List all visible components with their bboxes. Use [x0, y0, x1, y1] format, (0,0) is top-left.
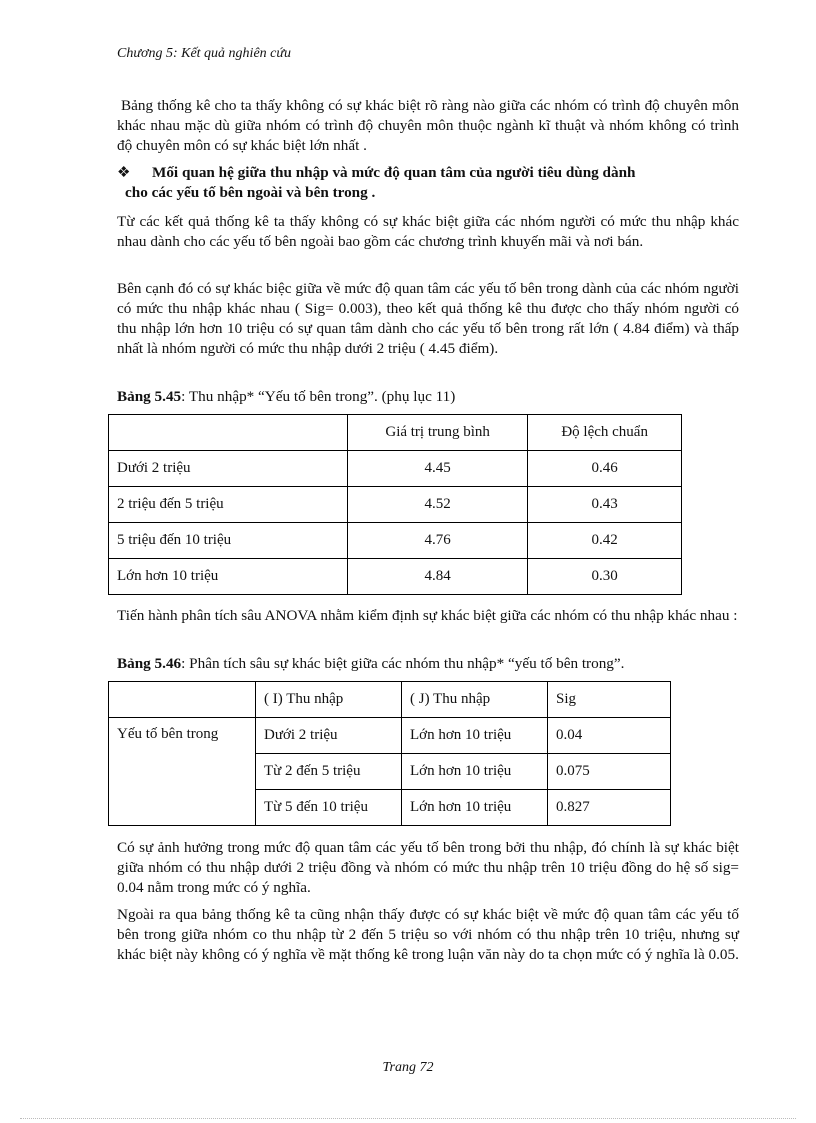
table-cell: Lớn hơn 10 triệu: [109, 559, 348, 595]
table-cell: 4.45: [348, 451, 528, 487]
chapter-header: Chương 5: Kết quả nghiên cứu: [117, 46, 292, 61]
paragraph-3: Bên cạnh đó có sự khác biệc giữa về mức độ quan tâm các yếu tố bên trong dành của các nhóm người có mức thu nhập khác nhau ( Sig= 0.003), theo kết quả thống kê thu được cho thấy nhóm người có thu nhập lớn hơn 10 triệu có sự quan tâm dành cho các yếu tố bên trong rất lớn ( 4.84 điểm) và thấp nhất là nhóm người có mức thu nhập dưới 2 triệu ( 4.45 điểm).: [117, 280, 739, 357]
page-number: Trang 72: [382, 1060, 434, 1075]
table1-caption: [117, 387, 455, 407]
table-row: [109, 559, 682, 595]
table-cell: 0.43: [528, 487, 682, 523]
table-header-cell: ( J) Thu nhập: [402, 682, 548, 718]
table-cell: Từ 2 đến 5 triệu: [256, 754, 402, 790]
paragraph-5: Có sự ảnh hưởng trong mức độ quan tâm các yếu tố bên trong bởi thu nhập, đó chính là sự khác biệt giữa nhóm có thu nhập dưới 2 triệu đồng và nhóm có mức thu nhập trên 10 triệu đồng do hệ số sig= 0.04 nằm trong mức có ý nghĩa.: [117, 839, 739, 896]
table-cell: Dưới 2 triệu: [256, 718, 402, 754]
table1-caption-label: Bảng 5.45: [117, 388, 182, 405]
table-header-row: [109, 415, 682, 451]
paragraph-2: Từ các kết quả thống kê ta thấy không có sự khác biệt giữa các nhóm người có mức thu nhập khác nhau dành cho các yếu tố bên ngoài bao gồm các chương trình khuyến mãi và nơi bán.: [117, 213, 739, 250]
table-header-cell: [109, 682, 256, 718]
page-bottom-divider: [20, 1118, 796, 1119]
anova-posthoc-table: [108, 681, 671, 826]
table2-caption-label: Bảng 5.46: [117, 655, 182, 672]
heading-line-2: cho các yếu tố bên ngoài và bên trong .: [125, 184, 376, 201]
paragraph-6: Ngoài ra qua bảng thống kê ta cũng nhận thấy được có sự khác biệt về mức độ quan tâm các yếu tố bên trong giữa nhóm co thu nhập từ 2 đến 5 triệu so với nhóm có thu nhập trên 10 triệu, nhưng sự khác biệt này không có ý nghĩa về mặt thống kê trong luận văn này do ta chọn mức có ý nghĩa là 0.05.: [117, 906, 739, 963]
section-heading: [117, 163, 739, 203]
table-header-row: [109, 682, 671, 718]
paragraph-1: Bảng thống kê cho ta thấy không có sự khác biệt rõ ràng nào giữa các nhóm có trình độ chuyên môn khác nhau mặc dù giữa nhóm có trình độ chuyên môn thuộc ngành kĩ thuật và nhóm không có trình độ chuyên môn có sự khác biệt lớn nhất .: [117, 97, 739, 154]
table1-caption-text: : Thu nhập* “Yếu tố bên trong”. (phụ lục 11): [181, 388, 456, 405]
table-cell: 0.827: [548, 790, 671, 826]
table-cell: 0.30: [528, 559, 682, 595]
table-cell: 5 triệu đến 10 triệu: [109, 523, 348, 559]
table-row: [109, 451, 682, 487]
bullet-icon: ❖: [117, 164, 131, 181]
table-header-cell: ( I) Thu nhập: [256, 682, 402, 718]
table-header-cell: Giá trị trung bình: [348, 415, 528, 451]
table-cell: 4.52: [348, 487, 528, 523]
table-row: [109, 523, 682, 559]
table2-caption: [117, 654, 624, 674]
table-cell: 0.42: [528, 523, 682, 559]
group-label-cell: Yếu tố bên trong: [109, 718, 256, 826]
table-cell: Dưới 2 triệu: [109, 451, 348, 487]
table-row: [109, 487, 682, 523]
table-cell: 4.84: [348, 559, 528, 595]
table-cell: 0.075: [548, 754, 671, 790]
table-cell: Lớn hơn 10 triệu: [402, 790, 548, 826]
table-cell: Từ 5 đến 10 triệu: [256, 790, 402, 826]
heading-line-1: Mối quan hệ giữa thu nhập và mức độ quan tâm của người tiêu dùng dành: [152, 164, 636, 181]
table-cell: Lớn hơn 10 triệu: [402, 754, 548, 790]
table-cell: 0.04: [548, 718, 671, 754]
table-header-cell: Sig: [548, 682, 671, 718]
table-header-cell: [109, 415, 348, 451]
table-cell: 4.76: [348, 523, 528, 559]
table-row: [109, 718, 671, 754]
table-cell: 2 triệu đến 5 triệu: [109, 487, 348, 523]
table2-caption-text: : Phân tích sâu sự khác biệt giữa các nhóm thu nhập* “yếu tố bên trong”.: [181, 655, 625, 672]
table-cell: 0.46: [528, 451, 682, 487]
paragraph-4: Tiến hành phân tích sâu ANOVA nhằm kiểm định sự khác biệt giữa các nhóm có thu nhập khác nhau :: [117, 607, 738, 624]
table-cell: Lớn hơn 10 triệu: [402, 718, 548, 754]
income-stats-table: [108, 414, 682, 595]
table-header-cell: Độ lệch chuẩn: [528, 415, 682, 451]
